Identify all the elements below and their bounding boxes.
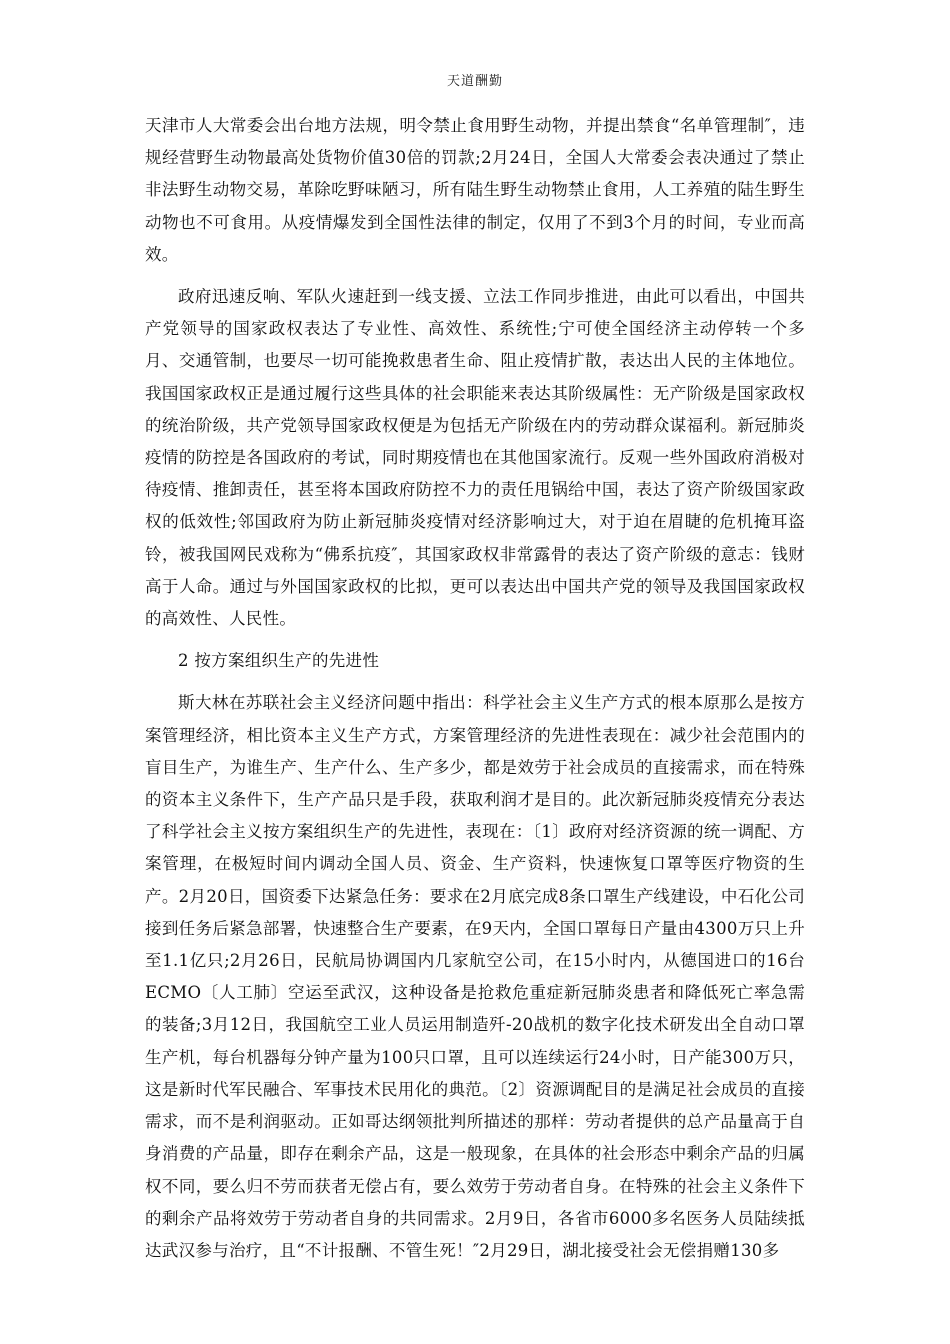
running-header: 天道酬勤 <box>446 74 503 89</box>
paragraph-state-power: 政府迅速反响、军队火速赶到一线支援、立法工作同步推进，由此可以看出，中国共产党领导的国家政权表达了专业性、高效性、系统性;宁可使全国经济主动停转一个多月、交通管制，也要尽一切可能挽救患者生命、阻止疫情扩散，表达出人民的主体地位。我国国家政权正是通过履行这些具体的社会职能来表达其阶级属性：无产阶级是国家政权的统治阶级，共产党领导国家政权便是为包括无产阶级在内的劳动群众谋福利。新冠肺炎疫情的防控是各国政府的考试，同时期疫情也在其他国家流行。反观一些外国政府消极对待疫情、推卸责任，甚至将本国政府防控不力的责任甩锅给中国，表达了资产阶级国家政权的低效性;邻国政府为防止新冠肺炎疫情对经济影响过大，对于迫在眉睫的危机掩耳盗铃，被我国网民戏称为“佛系抗疫″，其国家政权非常露骨的表达了资产阶级的意志：钱财高于人命。通过与外国国家政权的比拟，更可以表达出中国共产党的领导及我国国家政权的高效性、人民性。 <box>145 287 805 629</box>
body-text <box>145 110 805 1267</box>
paragraph-planned-production: 斯大林在苏联社会主义经济问题中指出：科学社会主义生产方式的根本原那么是按方案管理经济，相比资本主义生产方式，方案管理经济的先进性表现在：减少社会范围内的盲目生产，为谁生产、生产什么、生产多少，都是效劳于社会成员的直接需求，而在特殊的资本主义条件下，生产产品只是手段，获取利润才是目的。此次新冠肺炎疫情充分表达了科学社会主义按方案组织生产的先进性，表现在：〔1〕政府对经济资源的统一调配、方案管理，在极短时间内调动全国人员、资金、生产资料，快速恢复口罩等医疗物资的生产。2月20日，国资委下达紧急任务：要求在2月底完成8条口罩生产线建设，中石化公司接到任务后紧急部署，快速整合生产要素，在9天内，全国口罩每日产量由4300万只上升至1.1亿只;2月26日，民航局协调国内几家航空公司，在15小时内，从德国进口的16台ECMO〔人工肺〕空运至武汉，这种设备是抢救危重症新冠肺炎患者和降低死亡率急需的装备;3月12日，我国航空工业人员运用制造歼-20战机的数字化技术研发出全自动口罩生产机，每台机器每分钟产量为100只口罩，且可以连续运行24小时，日产能300万只，这是新时代军民融合、军事技术民用化的典范。〔2〕资源调配目的是满足社会成员的直接需求，而不是利润驱动。正如哥达纲领批判所描述的那样：劳动者提供的总产品量高于自身消费的产品量，即存在剩余产品，这是一般现象，在具体的社会形态中剩余产品的归属权不同，要么归不劳而获者无偿占有，要么效劳于劳动者自身。在特殊的社会主义条件下的剩余产品将效劳于劳动者自身的共同需求。2月9日，各省市6000多名医务人员陆续抵达武汉参与治疗，且“不计报酬、不管生死！″2月29日，湖北接受社会无偿捐赠130多 <box>145 693 805 1260</box>
paragraph-continuation: 天津市人大常委会出台地方法规，明令禁止食用野生动物，并提出禁食“名单管理制″，违规经营野生动物最高处货物价值30倍的罚款;2月24日，全国人大常委会表决通过了禁止非法野生动物交易，革除吃野味陋习，所有陆生野生动物禁止食用，人工养殖的陆生野生动物也不可食用。从疫情爆发到全国性法律的制定，仅用了不到3个月的时间，专业而高效。 <box>145 116 805 264</box>
section-heading: 2 按方案组织生产的先进性 <box>178 651 380 671</box>
